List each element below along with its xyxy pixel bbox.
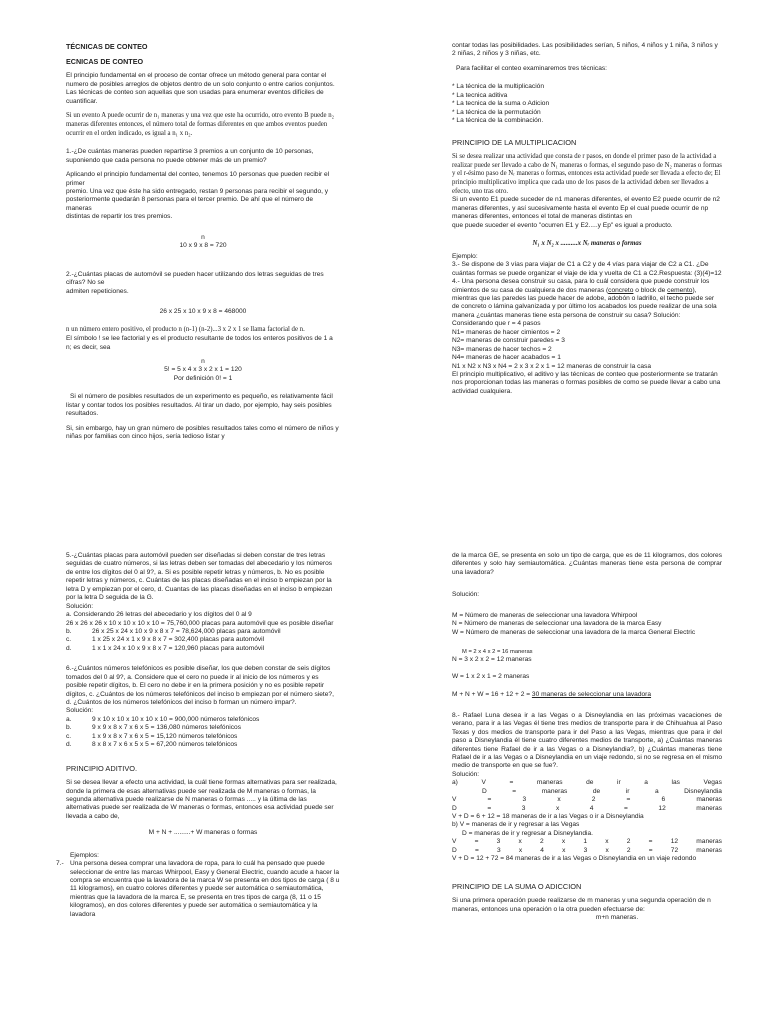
cell: 4 (540, 846, 544, 854)
list-item (66, 733, 340, 741)
list-key: c. (66, 732, 72, 740)
factorial-definition: n un número entero positivo, el producto n (n-1) (n-2)...3 x 2 x 1 se llama factorial de n. (66, 326, 305, 334)
cell: = (487, 804, 492, 812)
list-item (66, 645, 340, 653)
intro-paragraph: El principio fundamental en el proceso de contar ofrece un método general para contar el numero de posibles arreglos de objetos dentro de un solo conjunto o entre carios conjuntos. Las técnicas de conteo son aquellas que son usadas para enumerar eventos difíciles de cuantificar. (66, 72, 335, 105)
example-4-text: 4.- Una persona desea construir su casa, para lo cuál considera que puede construir los cimientos de su casa de cualquiera de dos maneras ( (452, 278, 710, 294)
q2-formula: 26 x 25 x 10 x 9 x 8 = 468000 (159, 307, 247, 315)
cell: = (487, 796, 492, 804)
q8-b-row (452, 847, 722, 855)
cell: maneras (696, 846, 722, 854)
definition-line: W = Número de maneras de seleccionar una lavadora de la marca General Electric (452, 628, 696, 636)
list-key: d. (66, 741, 72, 749)
total-lavadoras (452, 691, 722, 699)
sum-principle: Si una primera operación puede realizarse de m maneras y una segunda operación de n maneras, entonces una operación o la otra pueden efectuarse de: (452, 897, 711, 913)
example-4-line: N1= maneras de hacer cimientos = 2 (452, 328, 561, 336)
cell: x (562, 846, 566, 854)
multiplication-events-end: que puede suceder el evento "ocurren E1 y E2.....y Ep" es igual a producto. (452, 221, 673, 229)
cell: x (518, 846, 523, 854)
q7-number: 7.- (56, 860, 64, 868)
cell: Vegas (703, 779, 722, 787)
sum-heading: PRINCIPIO DE LA SUMA O ADICCION (452, 881, 582, 891)
list-value: 1 x 9 x 8 x 7 x 6 x 5 = 15,120 números telefónicos (92, 732, 238, 740)
example-4-line: N4= maneras de hacer acabados = 1 (452, 354, 561, 362)
page1-right-column (452, 42, 722, 402)
possibilities-paragraph: contar todas las posibilidades. Las posibilidades serían, 5 niños, 4 niños y 1 niña, 3 niños y 2 niñas, 2 niños y 3 niñas, etc. (452, 42, 718, 58)
cell: 2 (540, 838, 544, 846)
cell: a (644, 779, 648, 787)
additive-heading: PRINCIPIO ADITIVO. (66, 763, 138, 773)
cell: las (671, 779, 680, 787)
cell: maneras (696, 796, 722, 804)
cell: D (452, 804, 457, 812)
cell: = (626, 796, 631, 804)
list-key: b. (66, 724, 72, 732)
cell: 3 (583, 846, 588, 854)
cell: 72 (670, 846, 679, 854)
definition-line: N = Número de maneras de seleccionar una lavadora de la marca Easy (452, 620, 662, 628)
principles-summary: El principio multiplicativo, el aditivo y las técnicas de conteo que posteriormente se tratarán nos proporcionan todas las maneras o formas posibles de como se puede llevar a cabo una actividad cualquiera. (452, 370, 721, 395)
cell: D (482, 787, 487, 795)
cemento-link[interactable]: cemento (667, 286, 693, 294)
small-outcomes-paragraph: Si el número de posibles resultados de un experimento es pequeño, es relativamente fácil listar y contar todos los posibles resultados. Al tirar un dado, por ejemplo, hay seis posibles resultados. (66, 393, 333, 418)
list-item (66, 628, 340, 636)
question-1-solution (66, 171, 340, 222)
question-6: 6.-¿Cuántos números telefónicos es posible diseñar, los que deben constar de seis dígitos tomados del 0 al 9?, a. Considere que el cero no puede ir al inicio de los números y es posible repetir dígitos, b. El cero no debe ir en la primera posición y no es posible repetir dígitos, c. ¿Cuántos de los números telefónicos del inciso b empiezan por el número siete?, d. ¿Cuántos de los números telefónicos del inciso b forman un número impar?. (66, 665, 334, 706)
q7-solution-label: Solución: (452, 591, 480, 599)
cell: maneras (696, 804, 722, 812)
three-techniques-intro: Para facilitar el conteo examinaremos tres técnicas: (456, 64, 607, 72)
question-1: 1.-¿De cuántas maneras pueden repartirse 3 premios a un conjunto de 10 personas, suponiendo que cada persona no puede obtener más de un premio? (66, 148, 314, 164)
factorial-n: n (201, 357, 205, 365)
cell: 12 (658, 804, 666, 812)
examples-label: Ejemplos: (70, 851, 99, 859)
multiplication-formula: N₁ x N₂ x ..........x Nᵣ maneras o formas (532, 240, 642, 248)
list-value: 1 x 1 x 24 x 10 x 9 x 8 x 7 = 120,960 placas para automóvil (92, 644, 265, 652)
q8-b-row (452, 838, 722, 846)
example-4-line: N1 x N2 x N3 x N4 = 2 x 3 x 2 x 1 = 12 maneras de construir la casa (452, 362, 652, 370)
list-value: 26 x 25 x 24 x 10 x 9 x 8 x 7 = 78,624,000 placas para automóvil (92, 627, 281, 635)
cell: maneras (541, 787, 568, 795)
cell: = (474, 846, 479, 854)
cell: = (512, 787, 517, 795)
question-7 (56, 860, 340, 919)
fundamental-principle-paragraph: Si un evento A puede ocurrir de n₁ maneras y una vez que este ha ocurrido, otro evento B puede n₂ maneras diferentes entonces, el número total de formas diferentes en que ambos eventos pueden ocurrir en el orden indicado, es igual a n₁ x n₂. (66, 112, 335, 137)
q1-formula: 10 x 9 x 8 = 720 (179, 242, 227, 250)
factorial-zero-def: Por definición 0! = 1 (173, 374, 233, 382)
cell: V (452, 838, 457, 846)
list-key: d. (66, 644, 72, 652)
example-label: Ejemplo: (452, 252, 478, 260)
cell: 4 (589, 804, 594, 812)
list-item (66, 716, 340, 724)
factorial-formula: 5! = 5 x 4 x 3 x 2 x 1 = 120 (164, 366, 242, 374)
q8-a-row (452, 788, 722, 796)
q1-solution-line: distintas de repartir los tres premios. (66, 213, 173, 221)
cell: 3 (496, 838, 501, 846)
q1-n-symbol: n (201, 233, 205, 241)
example-4-line: Considerando que r = 4 pasos (452, 320, 541, 328)
q8-solution-label: Solución: (452, 770, 480, 778)
q8-a-row (452, 796, 722, 804)
cell: = (509, 779, 514, 787)
list-key: a. (66, 715, 72, 723)
technique-item: * La técnica de la permutación (452, 108, 541, 116)
list-item (66, 741, 340, 749)
m-calculation: M = 2 x 4 x 2 = 16 maneras (462, 649, 533, 656)
cell: a) (452, 779, 458, 787)
question-2-cont: admiten repeticiones. (66, 287, 129, 295)
multiplication-principle: Si se desea realizar una actividad que consta de r pasos, en donde el primer paso de la actividad a realizar puede ser llevado a cabo de N₁ maneras o formas, el segundo paso de N₂ maneras o formas y el r-ésimo paso de Nᵣ maneras o formas, entonces esta actividad puede ser llevada a efecto de; El principio multiplicativo implica que cada uno de los pasos de la actividad deben ser llevados a efecto, uno tras otro. (452, 152, 722, 195)
factorial-symbol-paragraph: El símbolo ! se lee factorial y es el producto resultante de todos los enteros positivos de 1 a n; es decir, sea (66, 335, 333, 351)
total-sum: M + N + W = 16 + 12 + 2 = (452, 691, 532, 699)
list-key: c. (66, 636, 72, 644)
q8-a-row (452, 805, 722, 813)
cell: x (555, 804, 560, 812)
cell: = (648, 838, 653, 846)
cell: 6 (661, 796, 666, 804)
large-outcomes-paragraph: Si, sin embargo, hay un gran número de posibles resultados tales como el número de niños y niñas por familias con cinco hijos, sería tedioso listar y (66, 424, 339, 440)
example-4-line: N2= maneras de construir paredes = 3 (452, 337, 565, 345)
example-4 (452, 278, 722, 320)
question-8: 8.- Rafael Luna desea ir a las Vegas o a Disneylandia en las próximas vacaciones de verano, para ir a las Vegas él tiene tres medios de transporte para ir de Chihuahua al Paso Texas y dos medios de transporte para ir del Paso a las Vegas, mientras que para ir del paso a Disneylandia él tiene cuatro diferentes medios de transporte, a) ¿Cuántas maneras diferentes tiene Rafael de ir a las Vegas o a Disneylandia?, b) ¿Cuántas maneras tiene Rafael de ir a las Vegas o a Disneylandia en un viaje redondo, si no se regresa en el mismo medio de transporte en que se fue?. (452, 711, 722, 770)
page2-left-column (56, 552, 340, 919)
q1-solution-line: premio. Una vez que éste ha sido entregado, restan 9 personas para recibir el segundo, y (66, 188, 329, 195)
cell: V (481, 779, 486, 787)
example-4-text: ), mientras que las paredes las puede hacer de adobe, adobón o ladrillo, el techo puede ser de concreto o lámina galvanizada y por último los acabados los puede realizar de una sola manera ¿cuántas maneras tiene esta persona de construir su casa? Solución: (452, 286, 717, 319)
cell: = (624, 804, 628, 812)
list-value: 8 x 8 x 7 x 6 x 5 x 5 = 67,200 números telefónicos (92, 741, 238, 749)
n-calculation: N = 3 x 2 x 2 = 12 maneras (452, 656, 532, 664)
q5-list (66, 628, 340, 653)
example-3: 3.- Se dispone de 3 vías para viajar de C1 a C2 y de 4 vías para viajar de C2 a C1. ¿De cuántas formas se puede organizar el viaje de ida y vuelta de C1 a C2.Respuesta: (3)(4)=12 (452, 261, 722, 277)
concreto-link[interactable]: concreto (608, 286, 634, 294)
q8-b-total: V + D = 12 + 72 = 84 maneras de ir a las Vegas o Disneylandia en un viaje redondo (452, 855, 697, 863)
cell: x (518, 838, 522, 846)
doc-title: TÉCNICAS DE CONTEO (66, 42, 148, 51)
sum-formula: m+n maneras. (595, 914, 639, 921)
cell: = (648, 846, 653, 854)
page1-left-column (66, 42, 340, 447)
q5-a2: 26 x 26 x 26 x 10 x 10 x 10 x 10 = 75,760,000 placas para automóvil que es posible diseñar (66, 619, 334, 627)
cell: 3 (521, 804, 526, 812)
q1-solution-line: Aplicando el principio fundamental del conteo, tenemos 10 personas que pueden recibir el primer (66, 171, 330, 187)
cell: V (452, 796, 457, 804)
q7-text: Una persona desea comprar una lavadora de ropa, para lo cuál ha pensado que puede seleccionar de entre las marcas Whirpool, Easy y General Electric, cuando acude a hacer la compra se encuentra que la lavadora de la marca W se presenta en dos tipos de carga ( 8 u 11 kilogramos), en cuatro colores diferentes y puede ser automática o semiautomática, mientras que la lavadora de la marca E, se presenta en tres tipos de carga (8, 11 o 15 kilogramos), en dos colores diferentes y puede ser automática o semiautomática y la lavadora (70, 860, 340, 918)
example-4-lines (452, 320, 722, 371)
q7-definitions (452, 612, 722, 637)
question-2: 2.-¿Cuántas placas de automóvil se pueden hacer utilizando dos letras seguidas de tres cifras? No se (66, 270, 324, 287)
cell: 3 (522, 796, 527, 804)
cell: ir (625, 787, 630, 795)
q5-solution-label: Solución: (66, 602, 94, 610)
cell: x (605, 838, 609, 846)
multiplication-events: Si un evento E1 puede suceder de n1 maneras diferentes, el evento E2 puede ocurrir de n2 maneras diferentes, y así sucesivamente hasta el evento Ep el cual puede ocurrir de np maneras diferentes, entonces el total de maneras distintas en (452, 196, 720, 221)
cell: 2 (626, 846, 631, 854)
cell: ir (617, 779, 621, 787)
list-value: 1 x 25 x 24 x 1 x 9 x 8 x 7 = 302,400 placas para automóvil (92, 636, 265, 644)
cell: maneras (696, 838, 722, 846)
cell: 1 (583, 838, 588, 846)
technique-item: * La tecnica de la suma o Adicion (452, 100, 550, 108)
technique-item: * La técnica de la multiplicación (452, 83, 544, 91)
total-result: 30 maneras de seleccionar una lavadora (531, 691, 652, 699)
multiplication-heading: PRINCIPIO DE LA MULTIPLICACION (452, 137, 577, 147)
list-key: b. (66, 627, 72, 635)
cell: D (452, 846, 457, 854)
list-value: 9 x 10 x 10 x 10 x 10 x 10 = 900,000 números telefónicos (92, 715, 260, 723)
q8-a-total: V + D = 6 + 12 = 18 maneras de ir a las Vegas o ir a Disneylandia (452, 813, 644, 821)
additive-principle: Si se desea llevar a efecto una actividad, la cuál tiene formas alternativas para ser realizada, donde la primera de esas alternativas puede ser realizada de M maneras o formas, la segunda alternativa puede realizarse de N maneras o formas ..... y la última de las alternativas puede ser realizada de W maneras o formas, entonces esa actividad puede ser llevada a cabo de, (66, 779, 337, 820)
list-item (66, 724, 340, 732)
q1-solution-line: posteriormente quedarán 8 personas para el tercer premio. De ahí que el número de maneras (66, 196, 314, 212)
technique-item: * La tecnica aditiva (452, 91, 508, 99)
q6-list (66, 716, 340, 750)
cell: de (592, 787, 601, 795)
cell: x (557, 796, 561, 804)
q7-continuation: de la marca GE, se presenta en solo un tipo de carga, que es de 11 kilogramos, dos colores diferentes y solo hay semiautomática. ¿Cuántas maneras tiene esta persona de comprar una lavadora? (452, 552, 722, 576)
q6-solution-label: Solución: (66, 707, 94, 715)
page2-right-column (452, 552, 722, 928)
cell: 2 (591, 796, 596, 804)
cell: x (561, 838, 566, 846)
cell: a (654, 787, 659, 795)
techniques-list (452, 83, 722, 125)
cell: de (586, 779, 594, 787)
example-4-line: N3= maneras de hacer techos = 2 (452, 345, 552, 353)
cell: maneras (536, 779, 563, 787)
cell: x (605, 846, 609, 854)
cell: 2 (626, 838, 631, 846)
cell: 3 (496, 846, 501, 854)
q8-b-line: D = maneras de ir y regresar a Disneylandia. (462, 829, 594, 837)
list-value: 9 x 9 x 8 x 7 x 6 x 5 = 136,080 números telefónicos (92, 724, 241, 732)
w-calculation: W = 1 x 2 x 1 = 2 maneras (452, 672, 530, 680)
q5-a: a. Considerando 26 letras del abecedario y los dígitos del 0 al 9 (66, 611, 252, 619)
q8-a-row (452, 779, 722, 787)
q8-b-line: b) V = maneras de ir y regresar a las Vegas (452, 821, 580, 829)
additive-formula: M + N + .........+ W maneras o formas (148, 829, 258, 837)
definition-line: M = Número de maneras de seleccionar una lavadora Whirpool (452, 611, 638, 619)
list-item (66, 636, 340, 644)
doc-subtitle: ECNICAS DE CONTEO (66, 57, 144, 67)
cell: Disneylandia (684, 787, 722, 795)
example-4-text: o block de (633, 286, 668, 294)
cell: 12 (670, 838, 679, 846)
cell: = (474, 838, 479, 846)
question-5: 5.-¿Cuántas placas para automóvil pueden ser diseñadas si deben constar de tres letras seguidas de cuatro números, si las letras deben ser tomadas del abecedario y los números de entre los dígitos del 0 al 9?, a. Si es posible repetir letras y números, b. No es posible repetir letras y números, c. Cuántas de las placas diseñadas en el inciso b empiezan por la letra D y empiezan por el cero, d. Cuantas de las placas diseñadas en el inciso b empiezan por la letra D seguida de la G. (66, 552, 333, 602)
technique-item: * La técnica de la combinación. (452, 117, 544, 125)
